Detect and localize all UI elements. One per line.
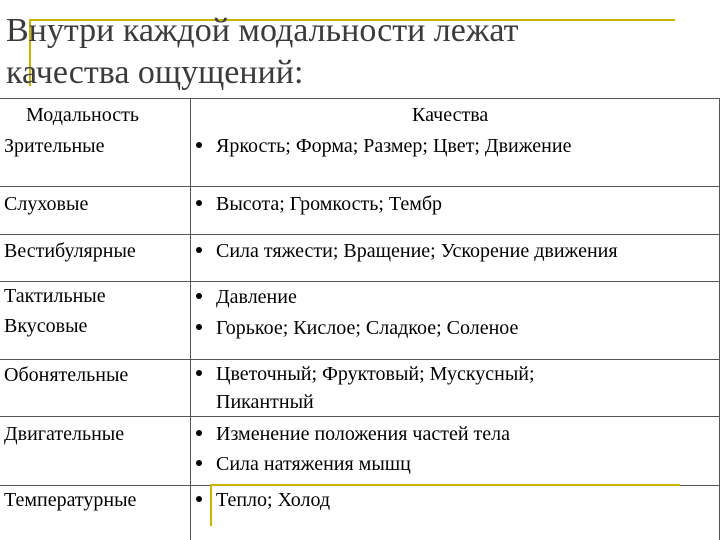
- bullet-icon: [196, 496, 202, 502]
- list-item: [196, 486, 716, 515]
- list-item: [196, 190, 716, 219]
- modality-cell: Температурные: [4, 489, 137, 511]
- qualities-cell: [196, 132, 716, 161]
- quality-text: Изменение положения частей тела: [216, 423, 511, 445]
- bullet-icon: [196, 142, 202, 148]
- bullet-icon: [196, 324, 202, 330]
- list-item: [196, 360, 716, 388]
- modality-cell: Двигательные: [4, 423, 125, 445]
- modality-cell: Зрительные: [4, 135, 105, 157]
- quality-text: Тепло; Холод: [216, 489, 331, 511]
- modality-line: Вкусовые: [4, 315, 88, 337]
- modality-cell: Обонятельные: [4, 364, 129, 386]
- table-row: [0, 485, 720, 540]
- table-row: [0, 359, 720, 417]
- qualities-cell: [196, 190, 716, 219]
- qualities-cell: [196, 360, 716, 416]
- quality-text: Сила тяжести; Вращение; Ускорение движения: [216, 240, 618, 262]
- table-row: [0, 234, 720, 282]
- table-row: [0, 281, 720, 360]
- modality-line: Тактильные: [4, 285, 106, 307]
- table-row: [0, 186, 720, 235]
- bullet-icon: [196, 293, 202, 299]
- list-item: [196, 313, 716, 344]
- qualities-cell: [196, 419, 716, 479]
- quality-text: Высота; Громкость; Тембр: [216, 193, 443, 215]
- header-modality: Модальность: [26, 104, 139, 126]
- qualities-cell: [196, 237, 716, 266]
- list-item: [196, 237, 716, 266]
- qualities-cell: [196, 486, 716, 515]
- modality-cell: [4, 281, 106, 341]
- table-row: [0, 98, 720, 187]
- qualities-cell: [196, 282, 716, 344]
- modality-cell: Вестибулярные: [4, 240, 136, 262]
- quality-text-continued: Пикантный: [216, 391, 314, 413]
- slide-title: [6, 10, 706, 94]
- list-item: [196, 282, 716, 313]
- quality-text: Давление: [216, 286, 297, 308]
- slide-title-line-2: качества ощущений:: [6, 54, 304, 91]
- header-qualities: Качества: [412, 104, 489, 126]
- bullet-icon: [196, 247, 202, 253]
- list-item: [196, 449, 716, 479]
- bullet-icon: [196, 200, 202, 206]
- bullet-icon: [196, 430, 202, 436]
- quality-text: Сила натяжения мышц: [216, 453, 411, 475]
- quality-text: Горькое; Кислое; Сладкое; Соленое: [216, 317, 519, 339]
- decor-bottom-line: [210, 484, 680, 486]
- modality-cell: Слуховые: [4, 193, 89, 215]
- table-row: [0, 416, 720, 486]
- quality-text: Яркость; Форма; Размер; Цвет; Движение: [216, 135, 572, 157]
- slide-title-line-1: Внутри каждой модальности лежат: [6, 12, 519, 49]
- list-item: [196, 132, 716, 161]
- decor-bottom-vline: [210, 486, 212, 526]
- quality-text: Цветочный; Фруктовый; Мускусный;: [216, 363, 535, 385]
- list-item: [196, 419, 716, 449]
- bullet-icon: [196, 370, 202, 376]
- bullet-icon: [196, 460, 202, 466]
- modalities-table: [0, 98, 720, 540]
